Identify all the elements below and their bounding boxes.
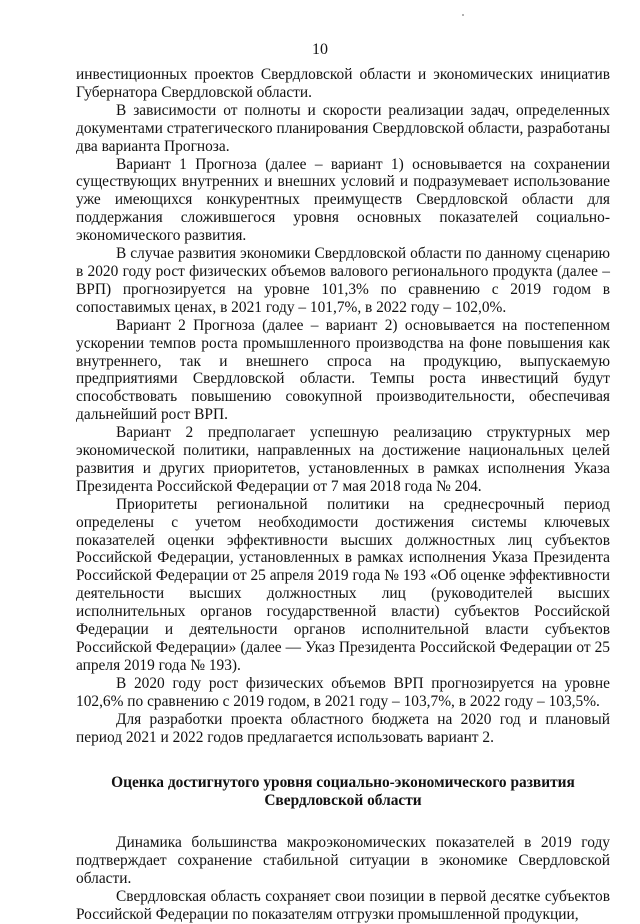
paragraph: Свердловская область сохраняет свои позиции в первой десятке субъектов Российской Федерации по показателям отгрузки промышленной продукции, (76, 887, 610, 923)
paragraph: В случае развития экономики Свердловской области по данному сценарию в 2020 году рост физических объемов валового регионального продукта (далее – ВРП) прогнозируется на уровне 101,3% по сравнению с 2019 годом в сопоставимых ценах, в 2021 году – 101,7%, в 2022 году – 102,0%. (76, 245, 610, 316)
paragraphs-after-heading (76, 834, 610, 924)
paragraph: Приоритеты региональной политики на среднесрочный период определены с учетом необходимости достижения системы ключевых показателей оценки эффективности высших должностных лиц субъектов Российской Федерации, установленных в рамках исполнения Указа Президента Российской Федерации от 25 апреля 2019 года № 193 «Об оценке эффективности деятельности высших должностных лиц (руководителей высших исполнительных органов государственной власти) субъектов Российской Федерации и деятельности органов исполнительной власти субъектов Российской Федерации» (далее — Указ Президента Российской Федерации от 25 апреля 2019 года № 193). (76, 495, 610, 674)
document-body (76, 66, 610, 924)
paragraph: Для разработки проекта областного бюджета на 2020 год и плановый период 2021 и 2022 годов предлагается использовать вариант 2. (76, 710, 610, 746)
paragraph: В зависимости от полноты и скорости реализации задач, определенных документами стратегического планирования Свердловской области, разработаны два варианта Прогноза. (76, 101, 610, 155)
paragraph: Вариант 1 Прогноза (далее – вариант 1) основывается на сохранении существующих внутренних и внешних условий и подразумевает использование уже имеющихся конкурентных преимуществ Свердловской области для поддержания сложившегося уровня основных показателей социально-экономического развития. (76, 155, 610, 245)
section-heading: Оценка достигнутого уровня социально-экономического развития Свердловской области (111, 774, 575, 810)
scan-speck (462, 14, 464, 16)
paragraph: Вариант 2 предполагает успешную реализацию структурных мер экономической политики, направленных на достижение национальных целей развития и других приоритетов, установленных в рамках исполнения Указа Президента Российской Федерации от 7 мая 2018 года № 204. (76, 424, 610, 495)
paragraphs-before-heading (76, 66, 610, 746)
paragraph: В 2020 году рост физических объемов ВРП прогнозируется на уровне 102,6% по сравнению с 2019 годом, в 2021 году – 103,7%, в 2022 году – 103,5%. (76, 674, 610, 710)
page-number: 10 (312, 41, 328, 58)
paragraph: Динамика большинства макроэкономических показателей в 2019 году подтверждает сохранение стабильной ситуации в экономике Свердловской области. (76, 834, 610, 888)
paragraph: Вариант 2 Прогноза (далее – вариант 2) основывается на постепенном ускорении темпов роста промышленного производства на фоне повышения как внутреннего, так и внешнего спроса на продукцию, выпускаемую предприятиями Свердловской области. Темпы роста инвестиций будут способствовать повышению совокупной производительности, обеспечивая дальнейший рост ВРП. (76, 316, 610, 424)
paragraph: инвестиционных проектов Свердловской области и экономических инициатив Губернатора Свердловской области. (76, 66, 610, 101)
